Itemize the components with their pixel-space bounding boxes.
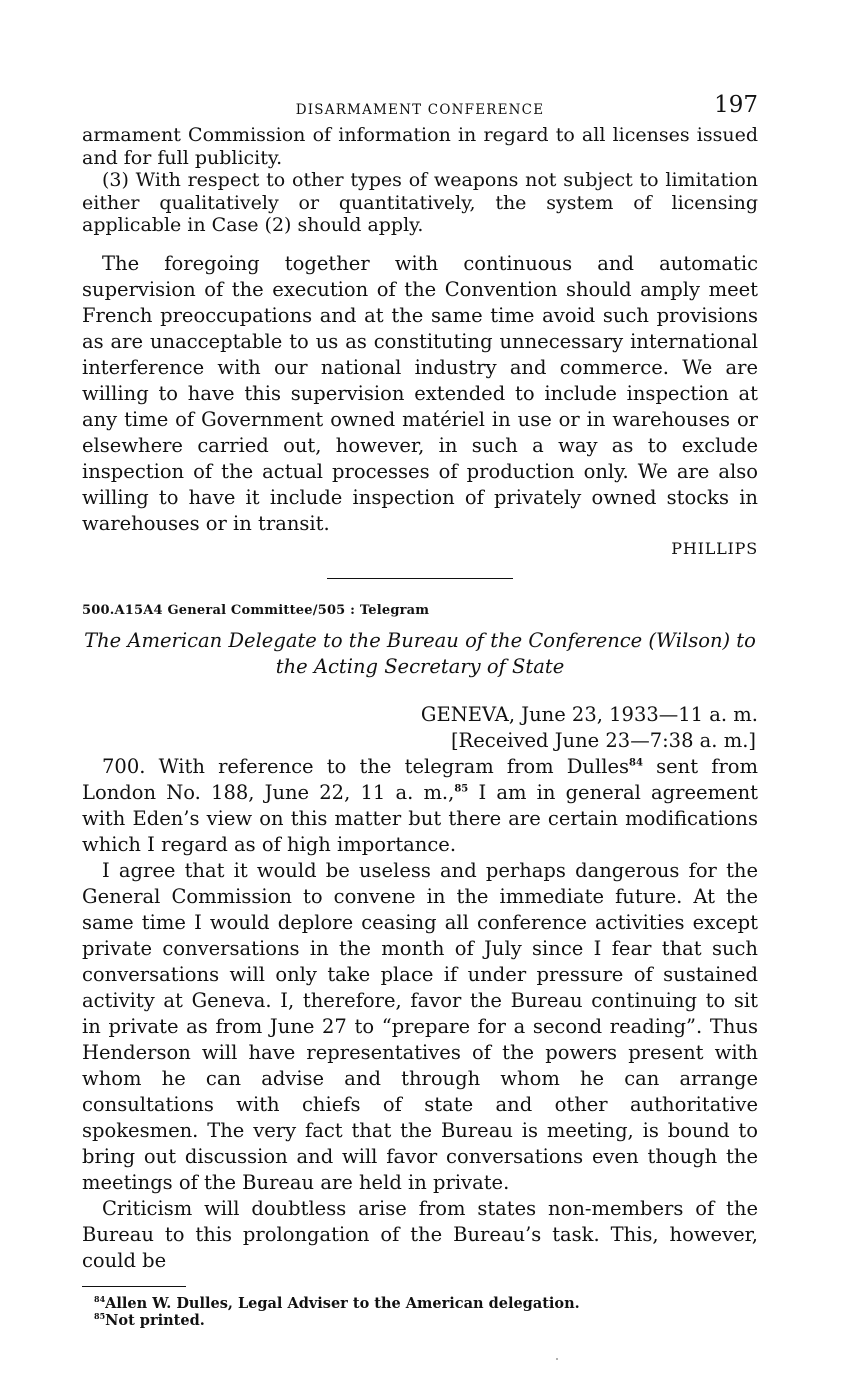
footnote-85 (82, 1312, 758, 1329)
telegram-paragraph-1-part-c: I am in general agreement with Eden’s view on this matter but there are certain modifications which I regard as of high importance. (82, 780, 758, 856)
footnote-ref-85[interactable]: 85 (454, 783, 469, 794)
telegram-paragraph-1-part-b: sent from London No. 188, June 22, 11 a. m., (82, 754, 758, 804)
footnote-84 (82, 1295, 758, 1312)
footnote-ref-84[interactable]: 84 (629, 757, 643, 768)
continuation-paragraph-3: The foregoing together with continuous and automatic supervision of the execution of the Convention should amply meet French preoccupations and at the same time avoid such provisions as are unacceptable to us as constituting unnecessary international interference with our national industry and commerce. We are willing to have this supervision extended to include inspection at any time of Government owned matériel in use or in warehouses or elsewhere carried out, however, in such a way as to exclude inspection of the actual processes of production only. We are also willing to have it include inspection of privately owned stocks in warehouses or in transit. (82, 251, 758, 535)
continuation-paragraph-1: armament Commission of information in regard to all licenses issued and for full publicity. (82, 124, 758, 169)
telegram-paragraph-2: I agree that it would be useless and perhaps dangerous for the General Commission to convene in the immediate future. At the same time I would deplore ceasing all conference activities except private conversations in the month of July since I fear that such conversations will only take place if under pressure of sustained activity at Geneva. I, therefore, favor the Bureau continuing to sit in private as from June 27 to “prepare for a second reading”. Thus Henderson will have representatives of the powers present with whom he can advise and through whom he can arrange consultations with chiefs of state and other authoritative spokesmen. The very fact that the Bureau is meeting, is bound to bring out discussion and will favor conversations even though the meetings of the Bureau are held in private. (82, 858, 758, 1194)
footnote-mark: 85 (94, 1310, 106, 1321)
continuation-paragraph-2: (3) With respect to other types of weapons not subject to limitation either qualitatively or quantitatively, the system of licensing applicable in Case (2) should apply. (82, 169, 758, 236)
telegram-paragraph-1 (82, 754, 758, 858)
scan-speck (556, 1358, 558, 1360)
document-page (82, 90, 758, 1329)
dateline-sent: GENEVA, June 23, 1933—11 a. m. (420, 702, 758, 726)
file-reference: 500.A15A4 General Committee/505 : Telegram (82, 602, 430, 618)
document-title-line-1: The American Delegate to the Bureau of the Conference (Wilson) to (84, 628, 756, 652)
page-number: 197 (714, 92, 758, 118)
dateline-received: [Received June 23—7:38 a. m.] (450, 728, 756, 752)
document-title-line-2: the Acting Secretary of State (275, 654, 565, 678)
signature: PHILLIPS (671, 538, 758, 558)
running-title: DISARMAMENT CONFERENCE (295, 102, 545, 118)
footnote-text: Not printed. (105, 1311, 205, 1329)
footnote-mark: 84 (94, 1293, 106, 1304)
telegram-paragraph-1-part-a: 700. With reference to the telegram from Dulles (102, 754, 630, 778)
section-divider (327, 578, 513, 579)
footnote-divider (82, 1286, 186, 1287)
telegram-paragraph-3: Criticism will doubtless arise from states non-members of the Bureau to this prolongation of the Bureau’s task. This, however, could be (82, 1196, 758, 1272)
running-header (82, 90, 758, 124)
footnote-text: Allen W. Dulles, Legal Adviser to the American delegation. (105, 1294, 580, 1312)
